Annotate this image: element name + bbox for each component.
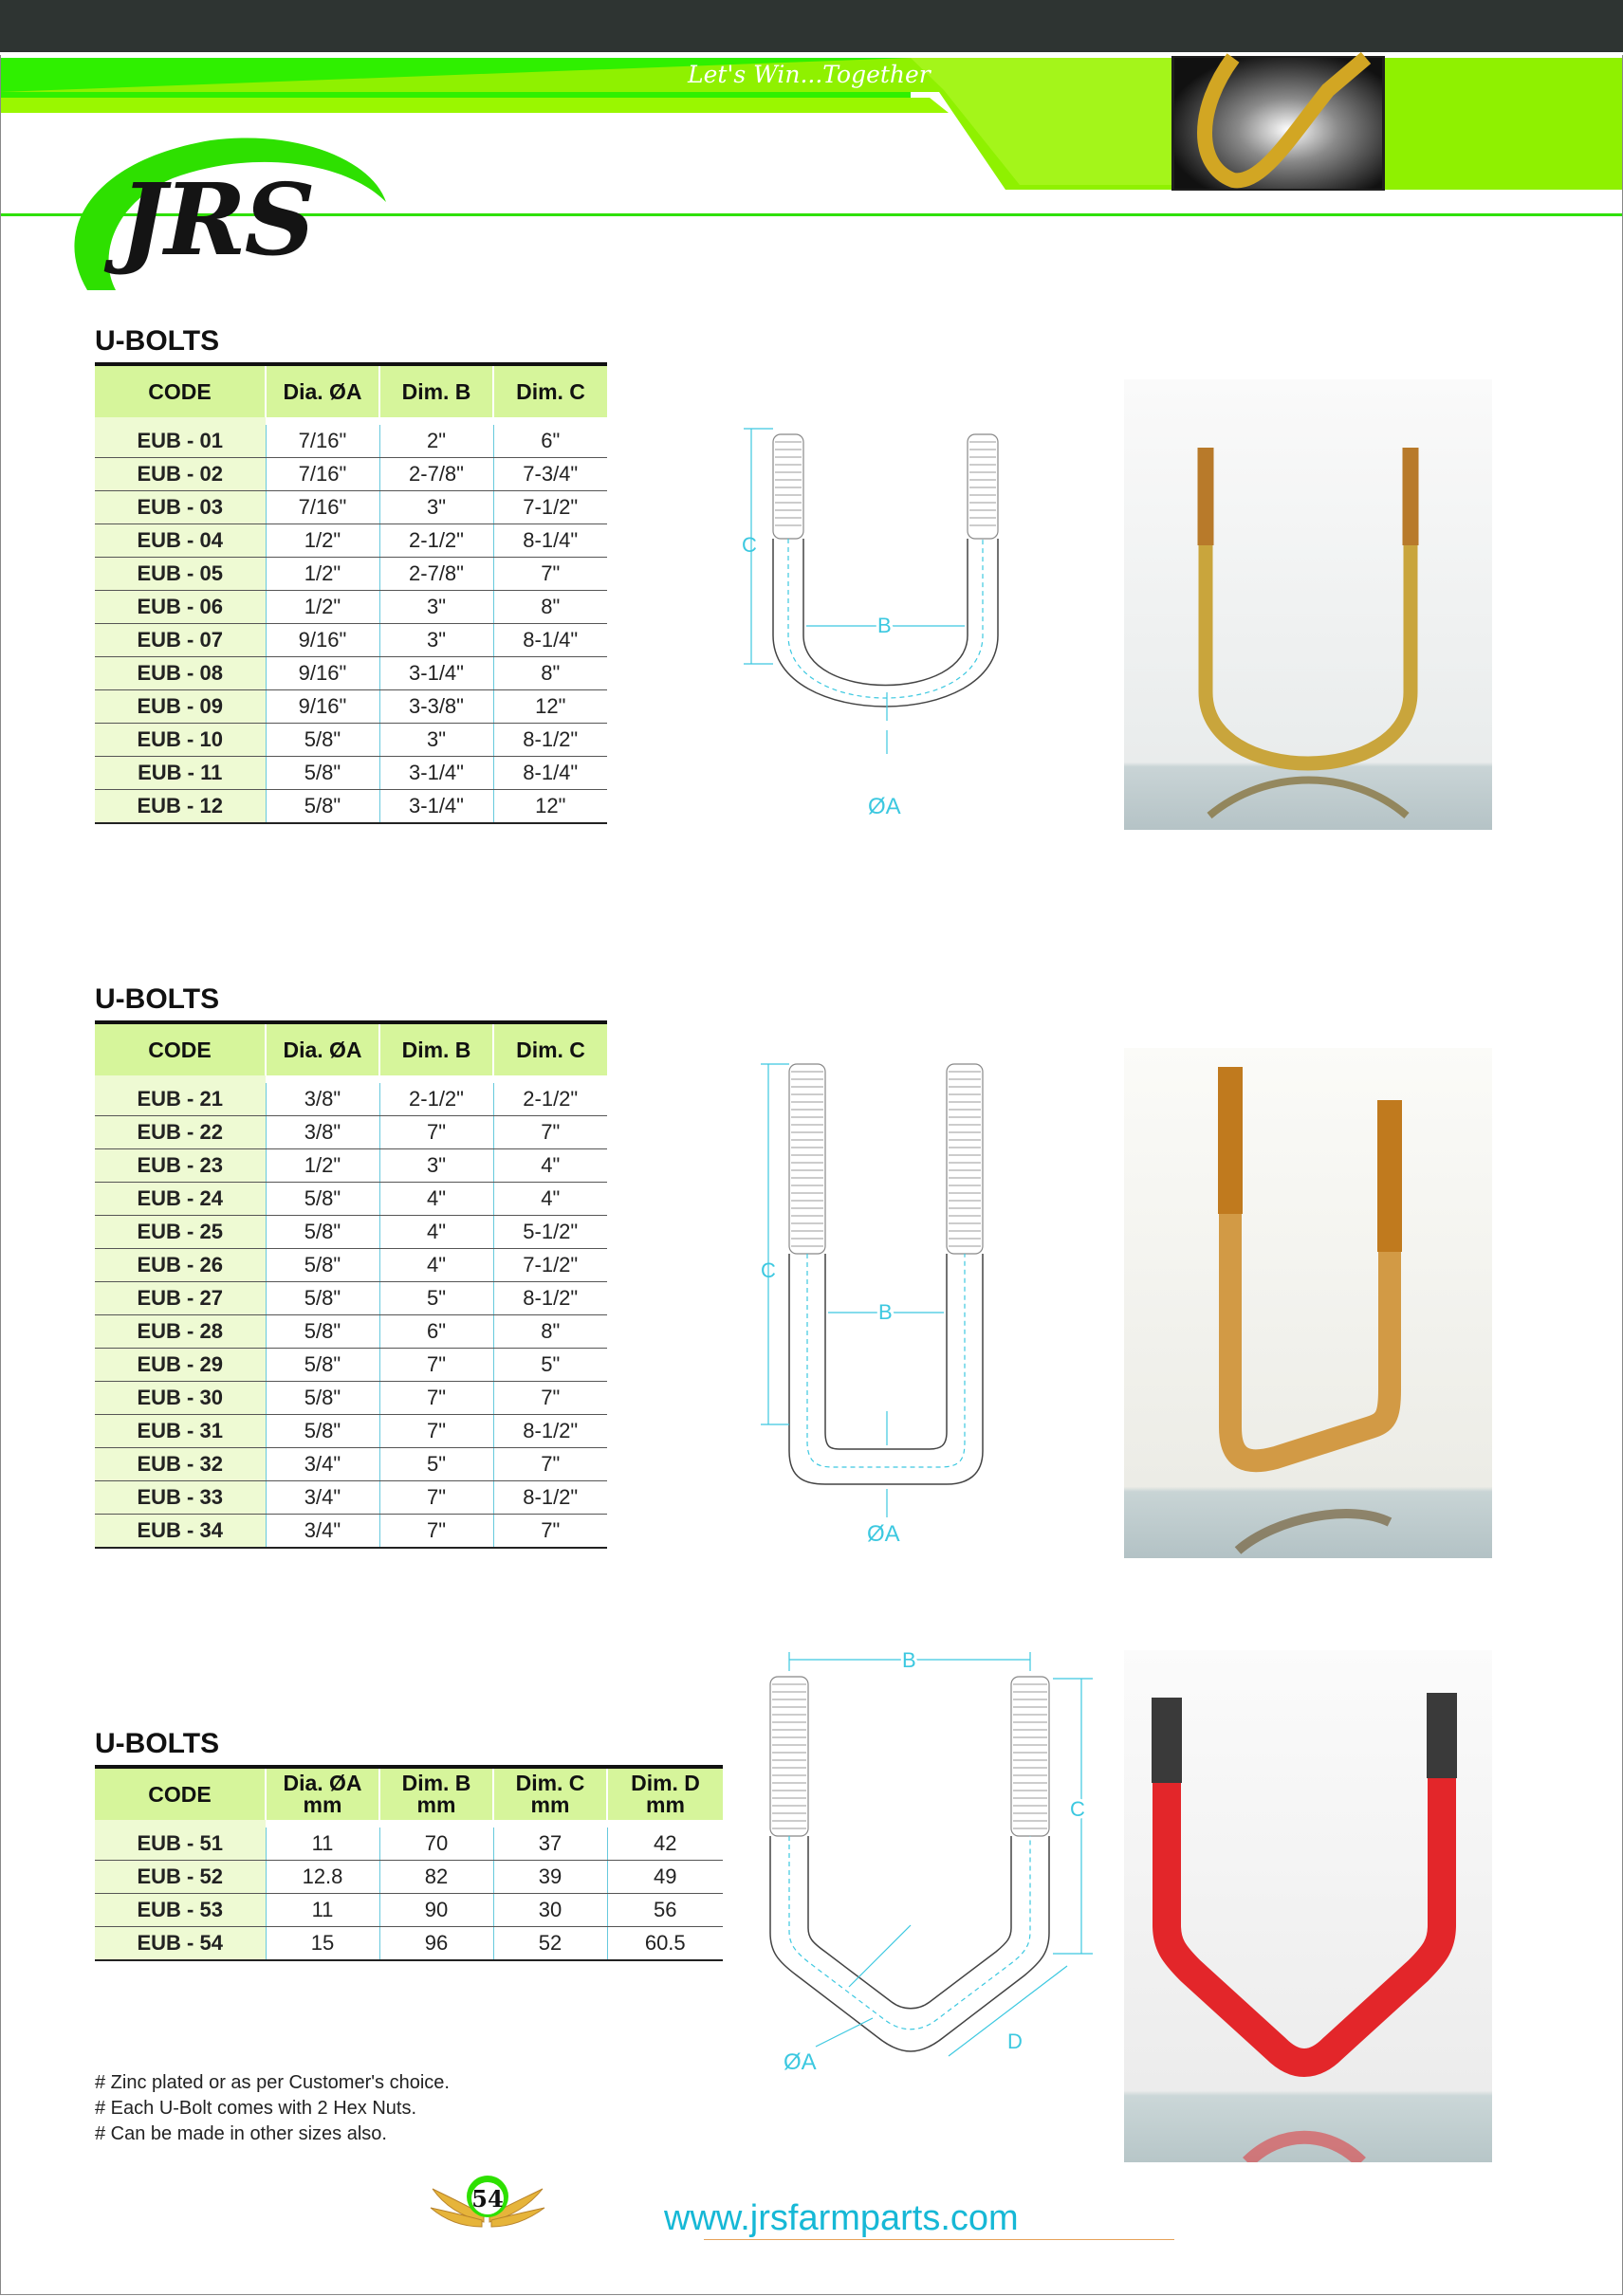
- value-cell: 5/8": [266, 757, 379, 790]
- value-cell: 7/16": [266, 491, 379, 524]
- value-cell: 30: [493, 1894, 607, 1927]
- col-header: CODE: [95, 364, 266, 417]
- value-cell: 7": [379, 1415, 493, 1448]
- value-cell: 8-1/4": [493, 757, 607, 790]
- note-line: # Each U-Bolt comes with 2 Hex Nuts.: [95, 2098, 417, 2119]
- value-cell: 60.5: [607, 1927, 723, 1961]
- value-cell: 5/8": [266, 1349, 379, 1382]
- value-cell: 7-1/2": [493, 491, 607, 524]
- code-cell: EUB - 51: [95, 1828, 266, 1861]
- value-cell: 7/16": [266, 425, 379, 458]
- value-cell: 8-1/2": [493, 1282, 607, 1315]
- table-row: [95, 1448, 607, 1481]
- value-cell: 8-1/2": [493, 1415, 607, 1448]
- value-cell: 1/2": [266, 591, 379, 624]
- value-cell: 7": [379, 1481, 493, 1515]
- code-cell: EUB - 12: [95, 790, 266, 824]
- value-cell: 8": [493, 1315, 607, 1349]
- table-row: [95, 1083, 607, 1116]
- value-cell: 4": [379, 1216, 493, 1249]
- u-bolt-photo: [1124, 379, 1492, 830]
- value-cell: 15: [266, 1927, 379, 1961]
- table-row: [95, 657, 607, 690]
- section-title: U-BOLTS: [95, 325, 220, 357]
- col-header: Dia. ØA mm: [266, 1767, 379, 1820]
- value-cell: 96: [379, 1927, 493, 1961]
- value-cell: 5": [493, 1349, 607, 1382]
- code-cell: EUB - 01: [95, 425, 266, 458]
- value-cell: 11: [266, 1828, 379, 1861]
- dim-label-a: ØA: [784, 2049, 817, 2075]
- code-cell: EUB - 05: [95, 558, 266, 591]
- value-cell: 5/8": [266, 724, 379, 757]
- table-row: [95, 524, 607, 558]
- value-cell: 5/8": [266, 1282, 379, 1315]
- value-cell: 8-1/4": [493, 624, 607, 657]
- value-cell: 6": [379, 1315, 493, 1349]
- value-cell: 5/8": [266, 1415, 379, 1448]
- table-row: [95, 491, 607, 524]
- value-cell: 3": [379, 624, 493, 657]
- value-cell: 4": [379, 1183, 493, 1216]
- value-cell: 12.8: [266, 1861, 379, 1894]
- code-cell: EUB - 33: [95, 1481, 266, 1515]
- code-cell: EUB - 31: [95, 1415, 266, 1448]
- code-cell: EUB - 03: [95, 491, 266, 524]
- col-header: Dim. D mm: [607, 1767, 723, 1820]
- value-cell: 6": [493, 425, 607, 458]
- table-row: [95, 558, 607, 591]
- value-cell: 9/16": [266, 624, 379, 657]
- value-cell: 5/8": [266, 1315, 379, 1349]
- value-cell: 90: [379, 1894, 493, 1927]
- value-cell: 2-7/8": [379, 458, 493, 491]
- section-title: U-BOLTS: [95, 1728, 220, 1759]
- dim-label-a: ØA: [867, 1521, 900, 1547]
- value-cell: 49: [607, 1861, 723, 1894]
- value-cell: 3": [379, 724, 493, 757]
- table-row: [95, 1149, 607, 1183]
- table-row: [95, 1894, 723, 1927]
- value-cell: 5/8": [266, 1382, 379, 1415]
- value-cell: 1/2": [266, 1149, 379, 1183]
- value-cell: 7-1/2": [493, 1249, 607, 1282]
- dim-label-b: B: [877, 614, 892, 637]
- value-cell: 39: [493, 1861, 607, 1894]
- value-cell: 3-1/4": [379, 657, 493, 690]
- u-bolt-photo: [1124, 1650, 1492, 2162]
- value-cell: 1/2": [266, 558, 379, 591]
- dim-label-c: C: [1070, 1797, 1085, 1821]
- col-header: Dim. B: [379, 1022, 493, 1075]
- table-row: [95, 1828, 723, 1861]
- value-cell: 3/4": [266, 1448, 379, 1481]
- spec-table: [95, 1765, 723, 1961]
- notes: [95, 2070, 450, 2147]
- code-cell: EUB - 04: [95, 524, 266, 558]
- value-cell: 2": [379, 425, 493, 458]
- table-row: [95, 724, 607, 757]
- dim-label-d: D: [1007, 2030, 1023, 2053]
- col-header: Dim. B: [379, 364, 493, 417]
- code-cell: EUB - 22: [95, 1116, 266, 1149]
- value-cell: 8-1/2": [493, 1481, 607, 1515]
- value-cell: 4": [493, 1183, 607, 1216]
- table-row: [95, 458, 607, 491]
- value-cell: 52: [493, 1927, 607, 1961]
- value-cell: 5": [379, 1448, 493, 1481]
- value-cell: 12": [493, 690, 607, 724]
- value-cell: 2-1/2": [379, 1083, 493, 1116]
- code-cell: EUB - 02: [95, 458, 266, 491]
- u-bolt-diagram: [740, 1053, 1024, 1555]
- table-row: [95, 1216, 607, 1249]
- table-row: [95, 1861, 723, 1894]
- code-cell: EUB - 29: [95, 1349, 266, 1382]
- table-row: [95, 1415, 607, 1448]
- dim-label-a: ØA: [868, 794, 901, 819]
- value-cell: 7": [379, 1382, 493, 1415]
- col-header: Dim. C: [493, 1022, 607, 1075]
- note-line: # Can be made in other sizes also.: [95, 2123, 387, 2144]
- value-cell: 12": [493, 790, 607, 824]
- value-cell: 7": [493, 558, 607, 591]
- code-cell: EUB - 34: [95, 1515, 266, 1549]
- table-row: [95, 591, 607, 624]
- table-row: [95, 790, 607, 824]
- page-number: 54: [471, 2185, 504, 2213]
- code-cell: EUB - 08: [95, 657, 266, 690]
- dim-label-c: C: [742, 533, 757, 557]
- website-link[interactable]: www.jrsfarmparts.com: [664, 2198, 1019, 2238]
- value-cell: 8": [493, 657, 607, 690]
- code-cell: EUB - 30: [95, 1382, 266, 1415]
- code-cell: EUB - 28: [95, 1315, 266, 1349]
- note-line: # Zinc plated or as per Customer's choice.: [95, 2072, 450, 2093]
- value-cell: 7": [493, 1116, 607, 1149]
- dim-label-b: B: [878, 1300, 893, 1324]
- table-row: [95, 1183, 607, 1216]
- value-cell: 4": [379, 1249, 493, 1282]
- code-cell: EUB - 06: [95, 591, 266, 624]
- value-cell: 1/2": [266, 524, 379, 558]
- value-cell: 37: [493, 1828, 607, 1861]
- code-cell: EUB - 09: [95, 690, 266, 724]
- value-cell: 3": [379, 1149, 493, 1183]
- value-cell: 3/8": [266, 1083, 379, 1116]
- top-dark-bar: [0, 0, 1623, 55]
- table-row: [95, 1349, 607, 1382]
- value-cell: 3/8": [266, 1116, 379, 1149]
- tagline: Let's Win...Together: [688, 61, 931, 88]
- code-cell: EUB - 32: [95, 1448, 266, 1481]
- value-cell: 3/4": [266, 1515, 379, 1549]
- dim-label-b: B: [902, 1648, 916, 1672]
- value-cell: 9/16": [266, 657, 379, 690]
- value-cell: 2-7/8": [379, 558, 493, 591]
- value-cell: 3-1/4": [379, 757, 493, 790]
- code-cell: EUB - 27: [95, 1282, 266, 1315]
- code-cell: EUB - 23: [95, 1149, 266, 1183]
- value-cell: 5/8": [266, 1249, 379, 1282]
- value-cell: 3/4": [266, 1481, 379, 1515]
- spec-table: [95, 362, 607, 824]
- value-cell: 7": [379, 1349, 493, 1382]
- value-cell: 3-1/4": [379, 790, 493, 824]
- value-cell: 7": [493, 1515, 607, 1549]
- col-header: Dia. ØA: [266, 1022, 379, 1075]
- section-title: U-BOLTS: [95, 983, 220, 1015]
- value-cell: 9/16": [266, 690, 379, 724]
- code-cell: EUB - 26: [95, 1249, 266, 1282]
- code-cell: EUB - 52: [95, 1861, 266, 1894]
- table-row: [95, 425, 607, 458]
- table-row: [95, 1282, 607, 1315]
- spec-table: [95, 1020, 607, 1549]
- value-cell: 70: [379, 1828, 493, 1861]
- col-header: Dim. C mm: [493, 1767, 607, 1820]
- value-cell: 2-1/2": [379, 524, 493, 558]
- value-cell: 8-1/4": [493, 524, 607, 558]
- value-cell: 5/8": [266, 1216, 379, 1249]
- dim-label-c: C: [761, 1258, 776, 1282]
- table-row: [95, 1481, 607, 1515]
- code-cell: EUB - 54: [95, 1927, 266, 1961]
- value-cell: 3": [379, 591, 493, 624]
- brand-logo-text: JRS: [120, 161, 314, 278]
- value-cell: 2-1/2": [493, 1083, 607, 1116]
- col-header: CODE: [95, 1767, 266, 1820]
- u-bolt-diagram: [759, 1639, 1119, 2103]
- code-cell: EUB - 07: [95, 624, 266, 657]
- page-number-badge: [427, 2170, 550, 2236]
- col-header: Dim. B mm: [379, 1767, 493, 1820]
- website-underline: [704, 2239, 1174, 2240]
- value-cell: 5": [379, 1282, 493, 1315]
- value-cell: 11: [266, 1894, 379, 1927]
- value-cell: 4": [493, 1149, 607, 1183]
- u-bolt-photo: [1124, 1048, 1492, 1558]
- col-header: Dia. ØA: [266, 364, 379, 417]
- value-cell: 5/8": [266, 790, 379, 824]
- value-cell: 8": [493, 591, 607, 624]
- value-cell: 56: [607, 1894, 723, 1927]
- value-cell: 3-3/8": [379, 690, 493, 724]
- value-cell: 7": [493, 1448, 607, 1481]
- value-cell: 7/16": [266, 458, 379, 491]
- value-cell: 3": [379, 491, 493, 524]
- table-row: [95, 1382, 607, 1415]
- value-cell: 8-1/2": [493, 724, 607, 757]
- value-cell: 5/8": [266, 1183, 379, 1216]
- value-cell: 5-1/2": [493, 1216, 607, 1249]
- u-bolt-diagram: [730, 417, 1015, 825]
- col-header: CODE: [95, 1022, 266, 1075]
- table-row: [95, 757, 607, 790]
- value-cell: 7": [493, 1382, 607, 1415]
- value-cell: 7": [379, 1116, 493, 1149]
- table-row: [95, 1116, 607, 1149]
- code-cell: EUB - 11: [95, 757, 266, 790]
- table-row: [95, 1927, 723, 1961]
- code-cell: EUB - 24: [95, 1183, 266, 1216]
- value-cell: 82: [379, 1861, 493, 1894]
- value-cell: 7-3/4": [493, 458, 607, 491]
- value-cell: 7": [379, 1515, 493, 1549]
- table-row: [95, 1315, 607, 1349]
- col-header: Dim. C: [493, 364, 607, 417]
- table-row: [95, 690, 607, 724]
- table-row: [95, 1515, 607, 1549]
- value-cell: 42: [607, 1828, 723, 1861]
- code-cell: EUB - 25: [95, 1216, 266, 1249]
- table-row: [95, 624, 607, 657]
- code-cell: EUB - 21: [95, 1083, 266, 1116]
- table-row: [95, 1249, 607, 1282]
- code-cell: EUB - 53: [95, 1894, 266, 1927]
- code-cell: EUB - 10: [95, 724, 266, 757]
